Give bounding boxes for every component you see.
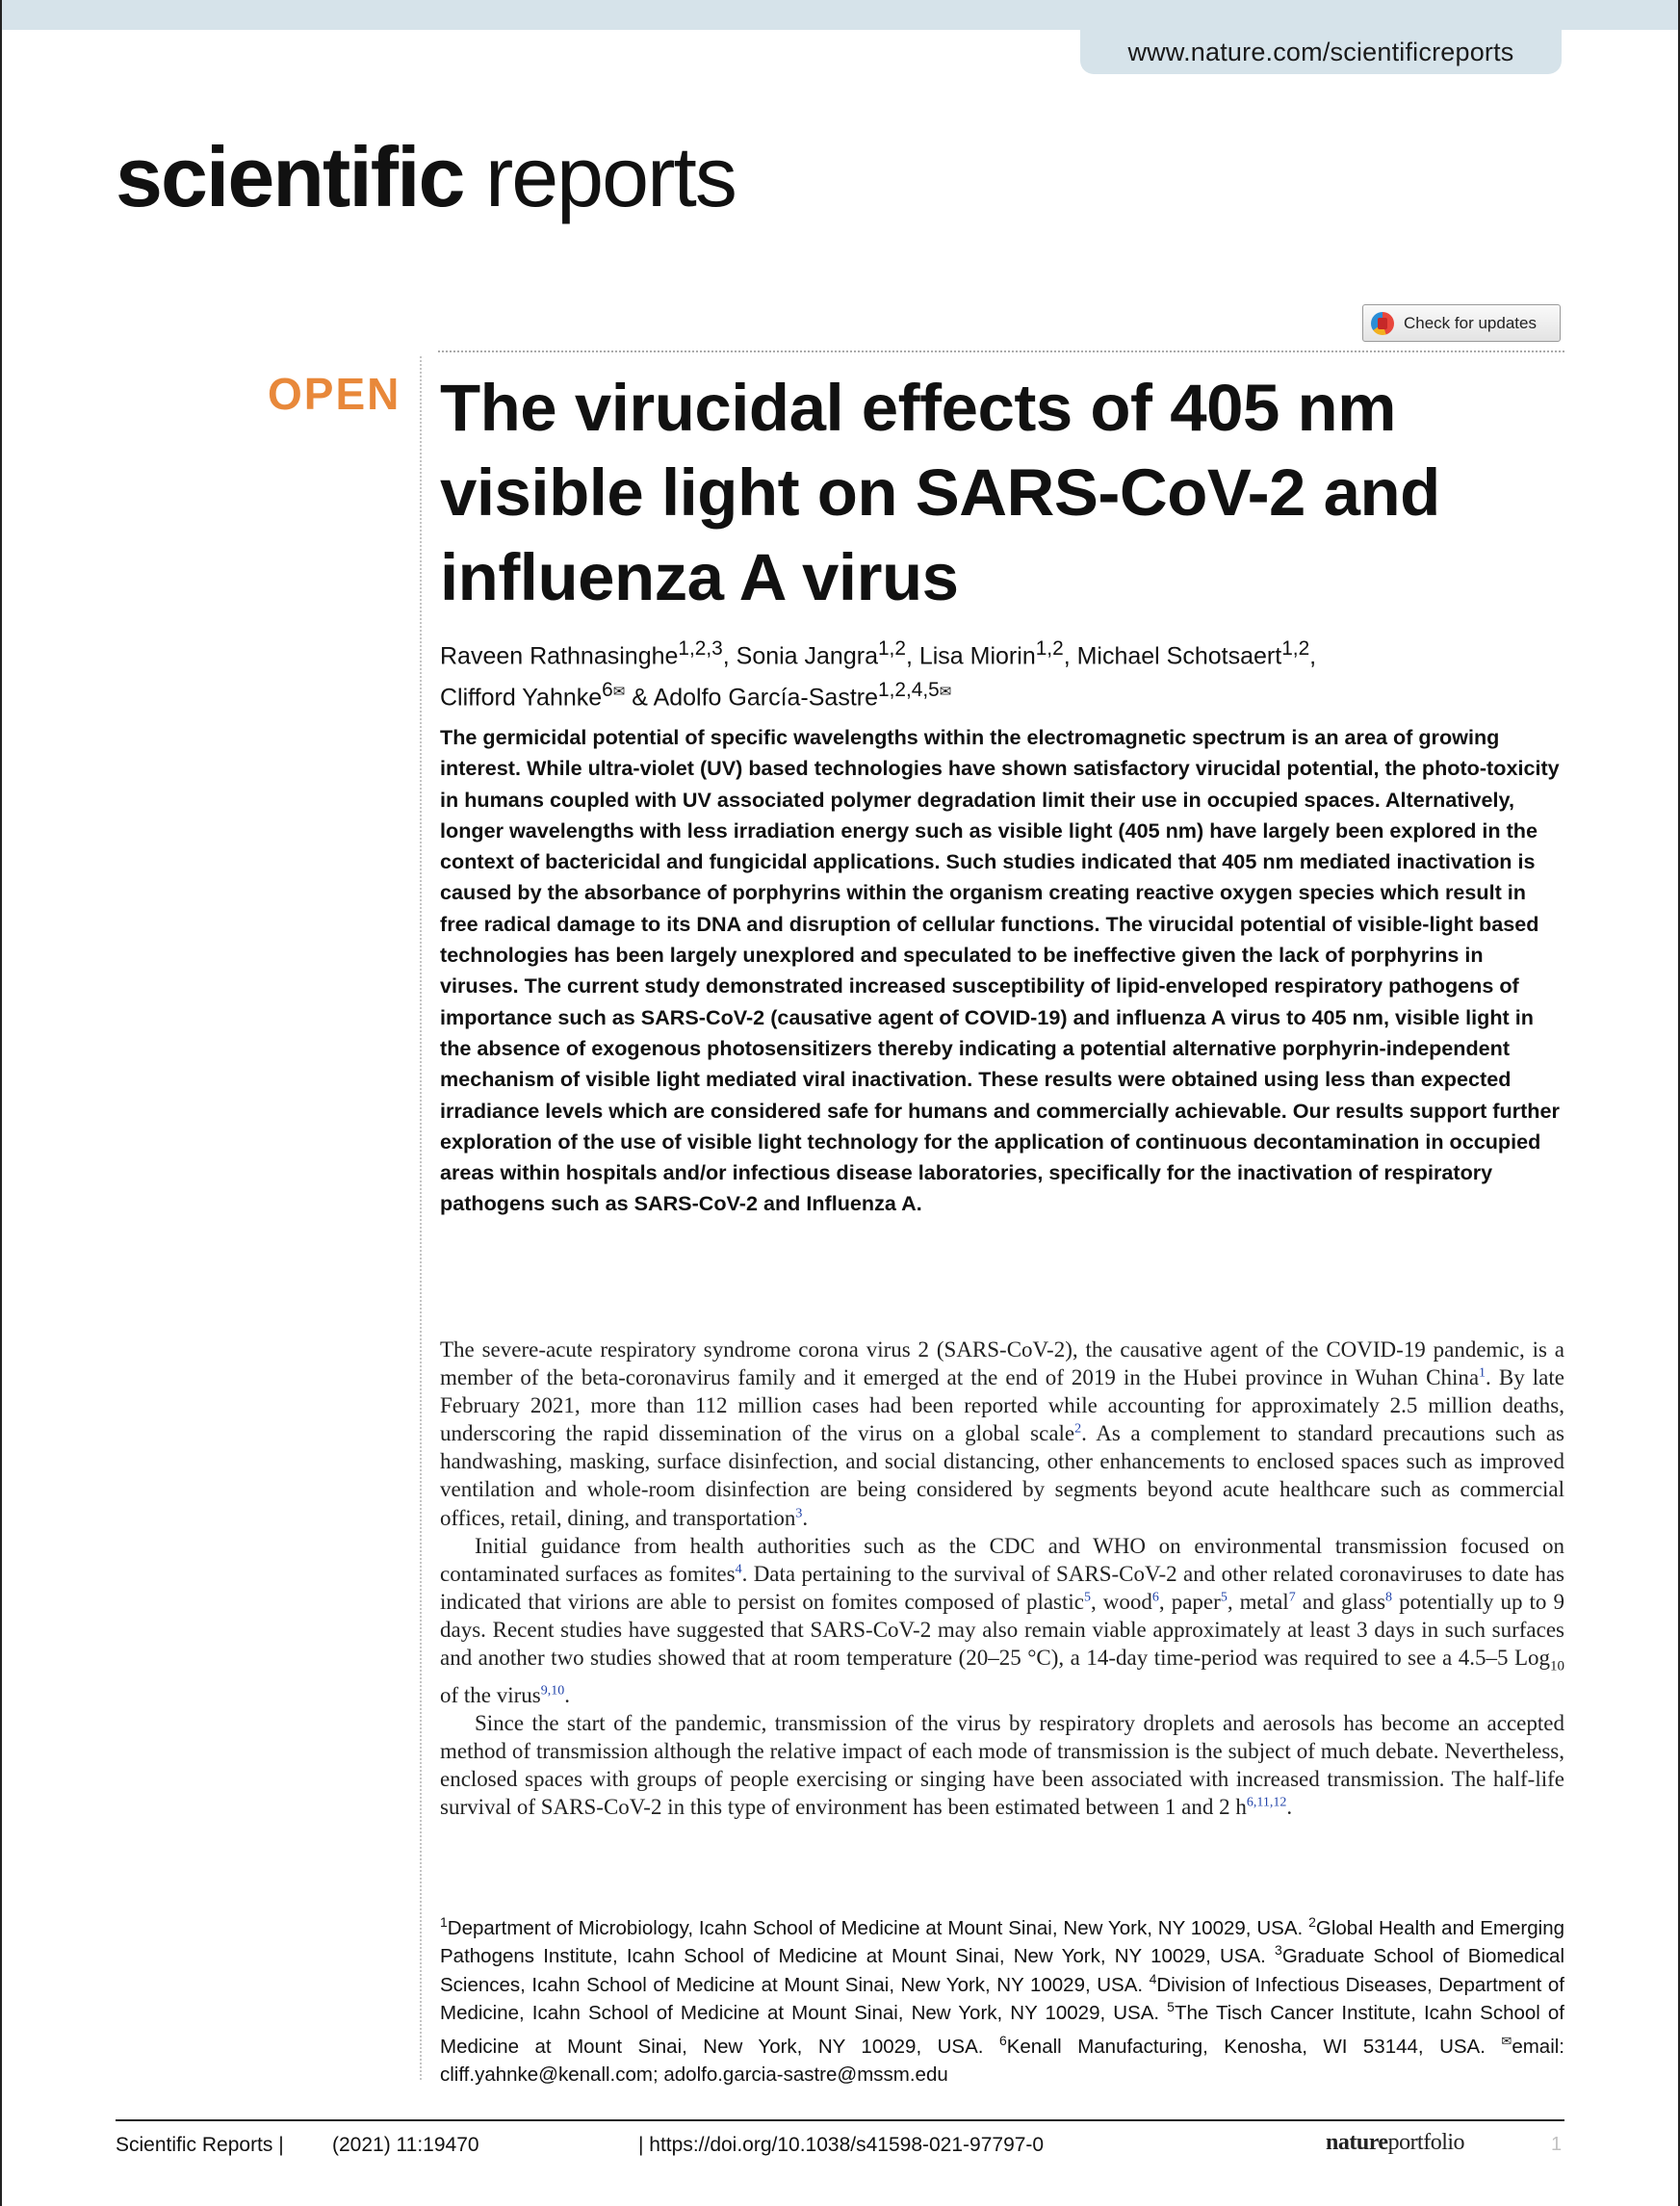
reference-link[interactable]: 5 <box>1220 1590 1228 1605</box>
affiliation-number: 6 <box>998 2033 1007 2049</box>
page-border-left <box>0 0 2 2206</box>
author-affiliation-ref: 1,2 <box>877 637 906 660</box>
email-icon: ✉ <box>1501 2034 1512 2049</box>
body-text: . By late February 2021, more than 112 million cases had been reported while accounting for approximately 2.5 million deaths, underscoring the rapid dissemination of the virus on a global scale <box>440 1365 1564 1446</box>
logo-bold-text: scientific <box>116 129 464 224</box>
reference-link[interactable]: 7 <box>1288 1590 1296 1605</box>
affiliation-number: 1 <box>440 1914 448 1931</box>
body-text: . <box>1286 1795 1293 1820</box>
reference-link[interactable]: 6,11,12 <box>1246 1795 1287 1810</box>
author-name[interactable]: Clifford Yahnke <box>440 684 603 712</box>
body-paragraph <box>440 1336 1564 1532</box>
affiliation-text: Department of Microbiology, Icahn School of Medicine at Mount Sinai, New York, NY 10029, USA. <box>447 1917 1309 1939</box>
author-affiliation-ref: 1,2,3 <box>678 637 723 660</box>
reference-link[interactable]: 4 <box>735 1562 742 1577</box>
affiliation-text: Division of Infectious Diseases, Department of Medicine, Icahn School of Medicine at Mount Sinai, New York, NY 10029, USA. <box>440 1973 1564 2024</box>
publisher-bold-text: nature <box>1326 2130 1388 2155</box>
author-name[interactable]: Lisa Miorin <box>918 642 1036 670</box>
author-amp: & <box>632 684 648 712</box>
body-text: , paper <box>1158 1589 1221 1614</box>
reference-link[interactable]: 3 <box>795 1505 803 1520</box>
body-paragraph <box>440 1532 1564 1709</box>
body-text: . <box>802 1505 809 1530</box>
affiliation-number: 3 <box>1275 1942 1282 1959</box>
publisher-logo <box>1326 2130 1464 2156</box>
article-title: The virucidal effects of 405 nm visible light on SARS-CoV-2 and influenza A virus <box>440 371 1440 614</box>
body-text: of the virus <box>440 1682 541 1707</box>
check-for-updates-label: Check for updates <box>1404 313 1537 332</box>
author-name[interactable]: Sonia Jangra <box>736 642 878 670</box>
reference-link[interactable]: 9,10 <box>540 1683 565 1699</box>
body-text: potentially up to 9 days. Recent studies have suggested that SARS-CoV-2 may also remain viable approximately at least 3 days in such surfaces and another two studies showed that at room temperature (20–25 °C), a 14-day time-period was required to see a 4.5–5 Log <box>440 1589 1564 1671</box>
top-band <box>0 0 1680 30</box>
body-text: , metal <box>1227 1589 1289 1614</box>
body-text: The severe-acute respiratory syndrome corona virus 2 (SARS-CoV-2), the causative agent of the COVID-19 pandemic, is a member of the beta-coronavirus family and it emerged at the end of 2019 in the Hubei province in Wuhan China <box>440 1337 1564 1390</box>
body-text: . <box>564 1682 571 1707</box>
body-text: Initial guidance from health authorities such as the CDC and WHO on environmental transmission focused on contaminated surfaces as fomites <box>440 1533 1564 1586</box>
body-text: , wood <box>1091 1589 1152 1614</box>
footer-divider <box>116 2119 1564 2121</box>
author-affiliation-ref: 6 <box>602 679 613 702</box>
log-subscript: 10 <box>1550 1658 1564 1674</box>
page-number: 1 <box>1551 2134 1563 2155</box>
abstract-text: The germicidal potential of specific wavelengths within the electromagnetic spectrum is an area of growing interest. While ultra-violet (UV) based technologies have shown satisfactory virucidal potential, the photo-toxicity in humans coupled with UV associated polymer degradation limit their use in occupied spaces. Alternatively, longer wavelengths with less irradiation energy such as visible light (405 nm) have largely been explored in the context of bactericidal and fungicidal applications. Such studies indicated that 405 nm mediated inactivation is caused by the absorbance of porphyrins within the organism creating reactive oxygen species which result in free radical damage to its DNA and disruption of cellular functions. The virucidal potential of visible-light based technologies has been largely unexplored and speculated to be ineffective given the lack of porphyrins in viruses. The current study demonstrated increased susceptibility of lipid-enveloped respiratory pathogens of importance such as SARS-CoV-2 (causative agent of COVID-19) and influenza A virus to 405 nm, visible light in the absence of exogenous photosensitizers thereby indicating a potential alternative porphyrin-independent mechanism of visible light mediated viral inactivation. These results were obtained using less than expected irradiance levels which are considered safe for humans and commercially achievable. Our results support further exploration of the use of visible light technology for the application of continuous decontamination in occupied areas within hospitals and/or infectious disease laboratories, specifically for the inactivation of respiratory pathogens such as SARS-CoV-2 and Influenza A. <box>440 725 1560 1216</box>
crossmark-icon <box>1371 312 1394 335</box>
author-affiliation-ref: 1,2,4,5 <box>878 679 940 702</box>
email-icon[interactable]: ✉ <box>612 684 626 701</box>
author-affiliation-ref: 1,2 <box>1281 637 1310 660</box>
affiliations <box>440 1914 1564 2089</box>
footer-citation: (2021) 11:19470 <box>332 2134 479 2156</box>
author-name[interactable]: Adolfo García-Sastre <box>653 684 878 712</box>
affiliation-number: 4 <box>1149 1970 1157 1986</box>
reference-link[interactable]: 2 <box>1074 1421 1082 1437</box>
affiliation-number: 5 <box>1167 1999 1175 2015</box>
article-body <box>440 1336 1564 1821</box>
reference-link[interactable]: 6 <box>1151 1590 1159 1605</box>
reference-link[interactable]: 5 <box>1084 1590 1091 1605</box>
author-list: Raveen Rathnasinghe$^{1,2,3}$, Sonia Jangra$^{1,2}$, Lisa Miorin$^{1,2}$, Michael Schotsaert$^{1,2}$, Clifford Yahnke$^{6✉}$ & Adolfo García-Sastre$^{1,2,4,5✉}$ <box>440 637 1317 712</box>
journal-logo[interactable] <box>116 129 736 224</box>
affiliation-text: Global Health and Emerging Pathogens Institute, Icahn School of Medicine at Mount Sinai, New York, NY 10029, USA. <box>440 1917 1564 1968</box>
body-text: Since the start of the pandemic, transmission of the virus by respiratory droplets and aerosols has become an accepted method of transmission although the relative impact of each mode of transmission is the subject of much debate. Nevertheless, enclosed spaces with groups of people exercising or singing have been associated with increased transmission. The half-life survival of SARS-CoV-2 in this type of environment has been estimated between 1 and 2 h <box>440 1710 1564 1820</box>
corresponding-email[interactable]: email: cliff.yahnke@kenall.com; adolfo.garcia-sastre@mssm.edu <box>440 2036 1564 2087</box>
reference-link[interactable]: 8 <box>1385 1590 1393 1605</box>
body-paragraph <box>440 1709 1564 1821</box>
email-icon[interactable]: ✉ <box>939 684 952 701</box>
author-affiliation-ref: 1,2 <box>1035 637 1064 660</box>
author-name[interactable]: Michael Schotsaert <box>1076 642 1282 670</box>
check-for-updates-button[interactable] <box>1362 304 1561 342</box>
reference-link[interactable]: 1 <box>1479 1365 1486 1381</box>
author-name[interactable]: Raveen Rathnasinghe <box>440 642 679 670</box>
body-text: . Data pertaining to the survival of SARS-CoV-2 and other related coronaviruses to date has indicated that virions are able to persist on fomites composed of plastic <box>440 1561 1564 1614</box>
footer-journal: Scientific Reports | <box>116 2134 284 2156</box>
title-divider <box>438 350 1564 352</box>
open-access-badge: OPEN <box>268 369 401 419</box>
footer-doi-link[interactable]: | https://doi.org/10.1038/s41598-021-97797-0 <box>638 2134 1045 2156</box>
logo-light-text: reports <box>484 129 736 224</box>
journal-url-link[interactable]: www.nature.com/scientificreports <box>1080 30 1562 74</box>
affiliation-text: The Tisch Cancer Institute, Icahn School of Medicine at Mount Sinai, New York, NY 10029, USA. <box>440 2001 1565 2059</box>
body-text: . As a complement to standard precautions such as handwashing, masking, surface disinfection, and social distancing, other enhancements to enclosed spaces such as improved ventilation and whole-room disinfection are being considered by segments beyond acute healthcare such as commercial offices, retail, dining, and transportation <box>440 1421 1565 1530</box>
column-divider <box>420 356 422 2080</box>
affiliation-number: 2 <box>1308 1914 1316 1931</box>
body-text: and glass <box>1295 1589 1386 1614</box>
affiliation-text: Graduate School of Biomedical Sciences, Icahn School of Medicine at Mount Sinai, New York, NY 10029, USA. <box>440 1945 1564 1996</box>
affiliation-text: Kenall Manufacturing, Kenosha, WI 53144, USA. <box>1006 2036 1502 2059</box>
publisher-light-text: portfolio <box>1387 2130 1465 2155</box>
